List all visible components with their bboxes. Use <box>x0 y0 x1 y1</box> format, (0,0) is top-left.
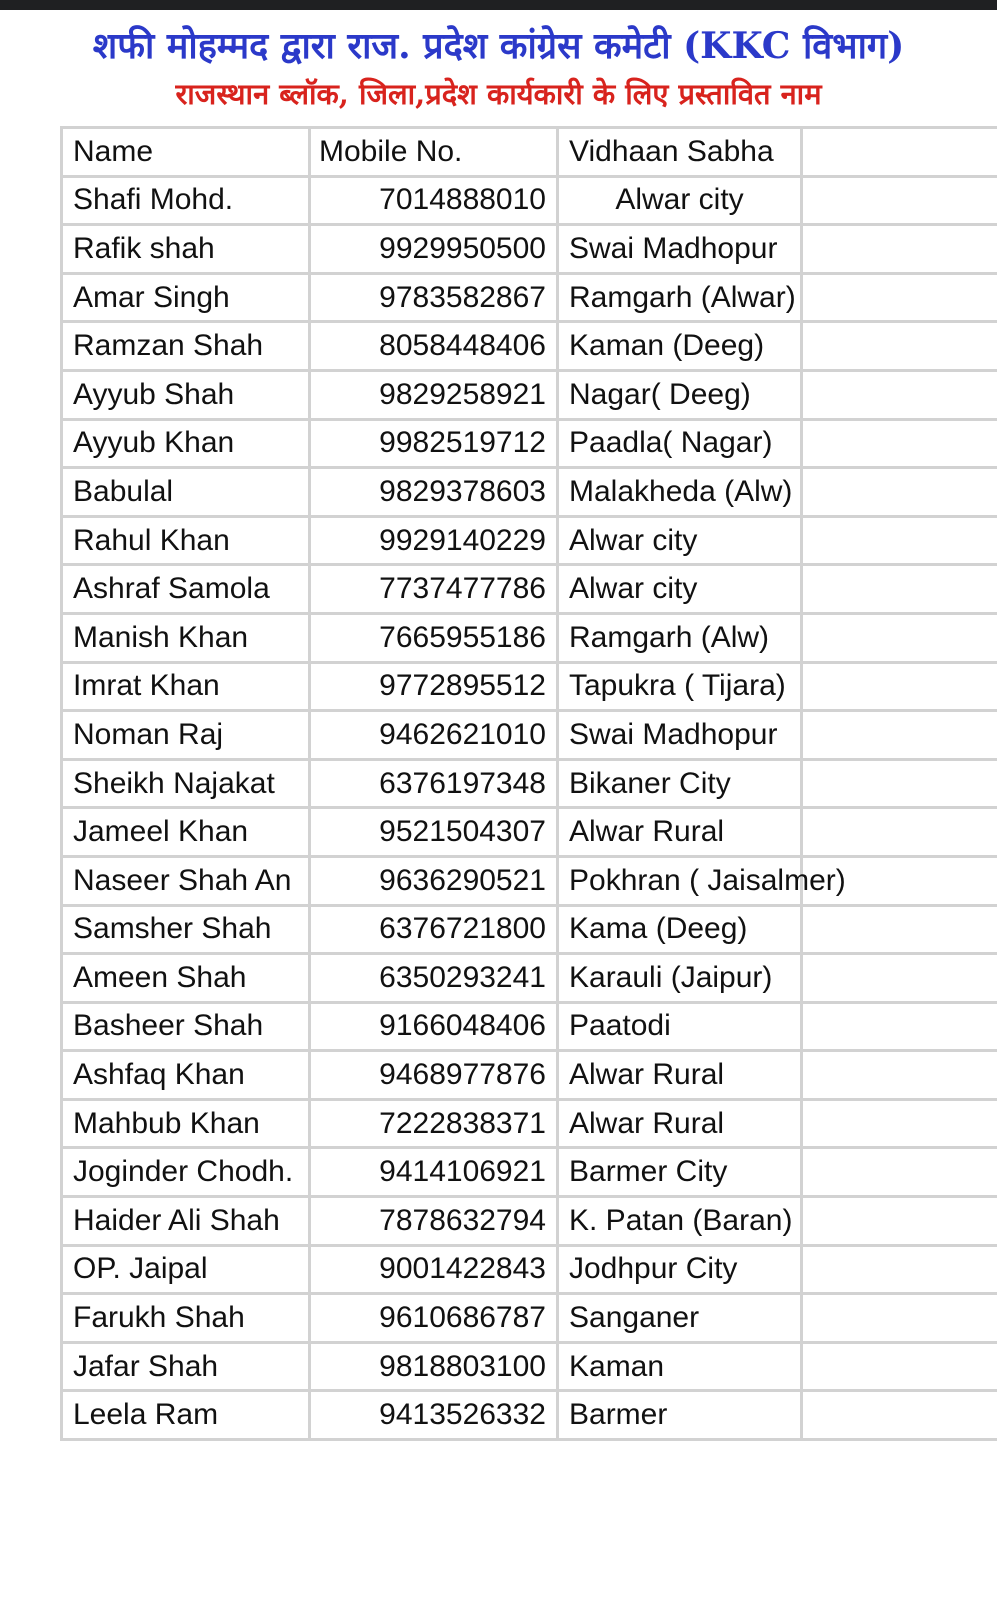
table-row <box>62 1197 997 1246</box>
cell-name: Rahul Khan <box>62 516 310 565</box>
cell-name: Ayyub Khan <box>62 419 310 468</box>
cell-mobile: 9929140229 <box>310 516 558 565</box>
cell-vidhaan-sabha <box>558 273 802 322</box>
cell-mobile: 9783582867 <box>310 273 558 322</box>
empty-cell <box>802 225 997 274</box>
empty-cell <box>802 565 997 614</box>
vidhaan-sabha-text: Alwar city <box>569 523 698 557</box>
vidhaan-sabha-text: Barmer <box>569 1398 668 1432</box>
cell-mobile: 9413526332 <box>310 1391 558 1440</box>
cell-mobile: 9818803100 <box>310 1342 558 1391</box>
vidhaan-sabha-text: Bikaner City <box>569 766 731 800</box>
cell-name: Haider Ali Shah <box>62 1197 310 1246</box>
cell-name: Ayyub Shah <box>62 370 310 419</box>
table-row <box>62 176 997 225</box>
empty-cell <box>802 613 997 662</box>
vidhaan-sabha-text: Ramgarh (Alw) <box>569 620 770 654</box>
vidhaan-sabha-text: Tapukra ( Tijara) <box>569 669 786 703</box>
cell-vidhaan-sabha <box>558 1197 802 1246</box>
header-empty-cell <box>802 128 997 177</box>
cell-vidhaan-sabha <box>558 225 802 274</box>
empty-cell <box>802 468 997 517</box>
table-row <box>62 419 997 468</box>
vidhaan-sabha-text: K. Patan (Baran) <box>569 1203 793 1237</box>
cell-name: Samsher Shah <box>62 905 310 954</box>
vidhaan-sabha-text: Kama (Deeg) <box>569 912 748 946</box>
cell-name: Leela Ram <box>62 1391 310 1440</box>
cell-vidhaan-sabha <box>558 1051 802 1100</box>
empty-cell <box>802 1294 997 1343</box>
header-name: Name <box>62 128 310 177</box>
cell-mobile: 9462621010 <box>310 711 558 760</box>
table-row <box>62 808 997 857</box>
vidhaan-sabha-text: Paadla( Nagar) <box>569 426 773 460</box>
cell-vidhaan-sabha <box>558 1391 802 1440</box>
cell-mobile: 9610686787 <box>310 1294 558 1343</box>
cell-mobile: 9636290521 <box>310 856 558 905</box>
cell-vidhaan-sabha: Alwar city <box>558 176 802 225</box>
cell-vidhaan-sabha <box>558 322 802 371</box>
empty-cell <box>802 711 997 760</box>
document-title: शफी मोहम्मद द्वारा राज. प्रदेश कांग्रेस कमेटी (KKC विभाग) <box>92 25 905 67</box>
cell-name: Basheer Shah <box>62 1002 310 1051</box>
table-row <box>62 322 997 371</box>
cell-name: Jafar Shah <box>62 1342 310 1391</box>
table-row <box>62 1391 997 1440</box>
cell-vidhaan-sabha <box>558 1002 802 1051</box>
table-row <box>62 1245 997 1294</box>
cell-name: Imrat Khan <box>62 662 310 711</box>
empty-cell <box>802 322 997 371</box>
cell-vidhaan-sabha <box>558 1294 802 1343</box>
cell-name: Ashraf Samola <box>62 565 310 614</box>
cell-vidhaan-sabha <box>558 613 802 662</box>
table-row <box>62 856 997 905</box>
vidhaan-sabha-text: Kaman <box>569 1349 665 1383</box>
cell-name: Rafik shah <box>62 225 310 274</box>
cell-name: Ashfaq Khan <box>62 1051 310 1100</box>
empty-cell <box>802 1051 997 1100</box>
table-row <box>62 1342 997 1391</box>
cell-mobile: 7014888010 <box>310 176 558 225</box>
cell-name: Sheikh Najakat <box>62 759 310 808</box>
empty-cell <box>802 1197 997 1246</box>
table-row <box>62 662 997 711</box>
cell-mobile: 8058448406 <box>310 322 558 371</box>
empty-cell <box>802 176 997 225</box>
vidhaan-sabha-text: Alwar Rural <box>569 815 725 849</box>
cell-name: Farukh Shah <box>62 1294 310 1343</box>
cell-mobile: 6376721800 <box>310 905 558 954</box>
cell-mobile: 7665955186 <box>310 613 558 662</box>
table-row <box>62 759 997 808</box>
cell-mobile: 9468977876 <box>310 1051 558 1100</box>
cell-mobile: 9982519712 <box>310 419 558 468</box>
cell-vidhaan-sabha <box>558 1342 802 1391</box>
table-row <box>62 1294 997 1343</box>
cell-mobile: 6350293241 <box>310 954 558 1003</box>
table-row <box>62 1148 997 1197</box>
vidhaan-sabha-text: Kaman (Deeg) <box>569 329 765 363</box>
table-row <box>62 954 997 1003</box>
table-row <box>62 1099 997 1148</box>
empty-cell <box>802 370 997 419</box>
empty-cell <box>802 1002 997 1051</box>
vidhaan-sabha-text: Karauli (Jaipur) <box>569 960 773 994</box>
cell-vidhaan-sabha <box>558 565 802 614</box>
table-row <box>62 273 997 322</box>
cell-name: Babulal <box>62 468 310 517</box>
cell-name: Ramzan Shah <box>62 322 310 371</box>
table-body <box>62 128 997 1440</box>
table-row <box>62 613 997 662</box>
cell-vidhaan-sabha <box>558 711 802 760</box>
cell-mobile: 6376197348 <box>310 759 558 808</box>
cell-name: Jameel Khan <box>62 808 310 857</box>
cell-name: Joginder Chodh. <box>62 1148 310 1197</box>
cell-mobile: 9929950500 <box>310 225 558 274</box>
cell-vidhaan-sabha <box>558 468 802 517</box>
table-header-row <box>62 128 997 177</box>
empty-cell <box>802 1391 997 1440</box>
cell-vidhaan-sabha <box>558 905 802 954</box>
empty-cell <box>802 1245 997 1294</box>
vidhaan-sabha-text: Alwar Rural <box>569 1058 725 1092</box>
cell-vidhaan-sabha <box>558 370 802 419</box>
cell-mobile: 9001422843 <box>310 1245 558 1294</box>
cell-name: Manish Khan <box>62 613 310 662</box>
table-row <box>62 468 997 517</box>
table-row <box>62 1002 997 1051</box>
empty-cell <box>802 1342 997 1391</box>
vidhaan-sabha-text: Pokhran ( Jaisalmer) <box>569 863 846 897</box>
vidhaan-sabha-text: Sanganer <box>569 1301 700 1335</box>
empty-cell <box>802 419 997 468</box>
table-row <box>62 516 997 565</box>
cell-mobile: 9166048406 <box>310 1002 558 1051</box>
cell-vidhaan-sabha <box>558 1099 802 1148</box>
cell-mobile: 9772895512 <box>310 662 558 711</box>
cell-name: Ameen Shah <box>62 954 310 1003</box>
table-row <box>62 565 997 614</box>
empty-cell <box>802 273 997 322</box>
vidhaan-sabha-text: Paatodi <box>569 1009 671 1043</box>
cell-mobile: 9829258921 <box>310 370 558 419</box>
cell-vidhaan-sabha <box>558 516 802 565</box>
cell-mobile: 9414106921 <box>310 1148 558 1197</box>
cell-name: Naseer Shah An <box>62 856 310 905</box>
vidhaan-sabha-text: Nagar( Deeg) <box>569 377 751 411</box>
table-row <box>62 370 997 419</box>
cell-name: Amar Singh <box>62 273 310 322</box>
cell-vidhaan-sabha <box>558 856 846 905</box>
cell-mobile: 7737477786 <box>310 565 558 614</box>
cell-vidhaan-sabha <box>558 808 802 857</box>
cell-vidhaan-sabha <box>558 759 802 808</box>
cell-vidhaan-sabha <box>558 954 802 1003</box>
cell-mobile: 7222838371 <box>310 1099 558 1148</box>
cell-vidhaan-sabha <box>558 1148 802 1197</box>
table-row <box>62 711 997 760</box>
empty-cell <box>802 759 997 808</box>
vidhaan-sabha-text: Alwar Rural <box>569 1106 725 1140</box>
empty-cell <box>802 516 997 565</box>
table-row <box>62 1051 997 1100</box>
vidhaan-sabha-text: Ramgarh (Alwar) <box>569 280 796 314</box>
cell-name: Noman Raj <box>62 711 310 760</box>
cell-vidhaan-sabha <box>558 1245 802 1294</box>
vidhaan-sabha-text: Swai Madhopur <box>569 231 778 265</box>
vidhaan-sabha-text: Alwar city <box>569 572 698 606</box>
cell-name: Mahbub Khan <box>62 1099 310 1148</box>
vidhaan-sabha-text: Barmer City <box>569 1155 728 1189</box>
empty-cell <box>802 808 997 857</box>
cell-mobile: 9829378603 <box>310 468 558 517</box>
top-status-bar <box>0 0 997 10</box>
empty-cell <box>802 662 997 711</box>
names-table <box>60 126 997 1441</box>
cell-name: OP. Jaipal <box>62 1245 310 1294</box>
cell-vidhaan-sabha <box>558 662 802 711</box>
table-row <box>62 905 997 954</box>
cell-name: Shafi Mohd. <box>62 176 310 225</box>
vidhaan-sabha-text: Swai Madhopur <box>569 717 778 751</box>
vidhaan-sabha-text: Malakheda (Alw) <box>569 474 793 508</box>
cell-mobile: 7878632794 <box>310 1197 558 1246</box>
cell-vidhaan-sabha <box>558 419 802 468</box>
empty-cell <box>802 905 997 954</box>
header-mobile: Mobile No. <box>310 128 558 177</box>
header-vidhaan-sabha: Vidhaan Sabha <box>558 128 802 177</box>
cell-mobile: 9521504307 <box>310 808 558 857</box>
vidhaan-sabha-text: Jodhpur City <box>569 1252 738 1286</box>
empty-cell <box>802 954 997 1003</box>
document-subtitle: राजस्थान ब्लॉक, जिला,प्रदेश कार्यकारी के लिए प्रस्तावित नाम <box>175 77 822 111</box>
empty-cell <box>802 1148 997 1197</box>
table-row <box>62 225 997 274</box>
empty-cell <box>802 1099 997 1148</box>
